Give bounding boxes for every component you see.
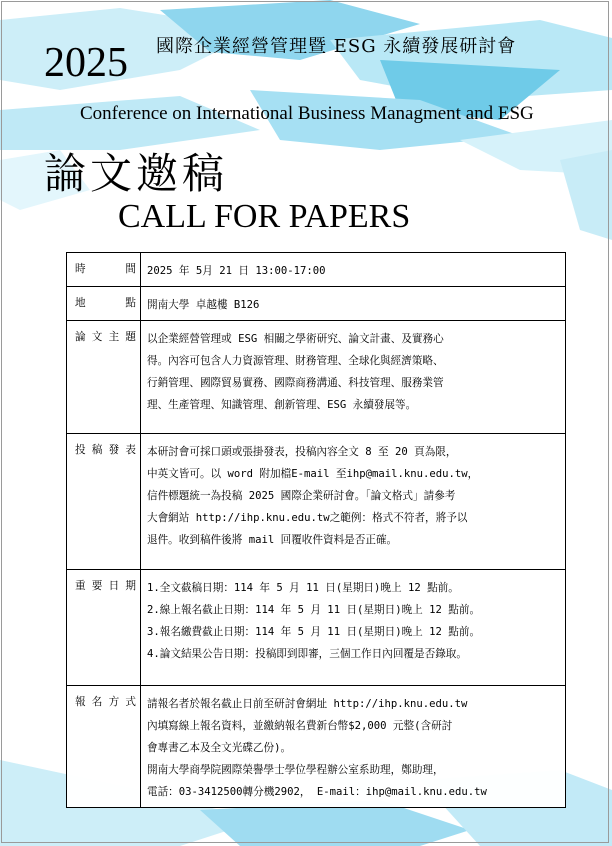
time-value: 2025 年 5月 21 日 13:00-17:00: [147, 265, 326, 277]
date-item: 2.線上報名截止日期：114 年 5 月 11 日(星期日)晚上 12 點前。: [147, 604, 481, 616]
conference-year: 2025: [44, 40, 128, 86]
date-item: 3.報名繳費截止日期：114 年 5 月 11 日(星期日)晚上 12 點前。: [147, 626, 481, 638]
row-topics: [67, 321, 566, 434]
date-item: 1.全文截稿日期：114 年 5 月 11 日(星期日)晚上 12 點前。: [147, 582, 459, 594]
label-submission: 投稿發表: [67, 434, 141, 570]
content-registration: [141, 686, 566, 808]
label-topics: 論文主題: [67, 321, 141, 434]
location-value: 開南大學 卓越樓 B126: [147, 299, 260, 311]
topics-line: 行銷管理、國際貿易實務、國際商務溝通、科技管理、服務業管: [147, 377, 444, 389]
row-important-dates: [67, 570, 566, 686]
conference-title-chinese: 國際企業經營管理暨 ESG 永續發展研討會: [156, 36, 517, 57]
submission-line: 本研討會可採口頭或張掛發表，投稿內容全文 8 至 20 頁為限，: [147, 446, 457, 458]
registration-line: 內填寫線上報名資料，並繳納報名費新台幣$2,000 元整(含研討: [147, 720, 453, 732]
conference-title-english: Conference on International Business Managment and ESG: [80, 103, 534, 124]
label-registration: 報名方式: [67, 686, 141, 808]
submission-line: 退件。收到稿件後將 mail 回覆收件資料是否正確。: [147, 534, 398, 546]
row-submission: [67, 434, 566, 570]
row-time: [67, 253, 566, 287]
call-for-papers-english: CALL FOR PAPERS: [118, 198, 411, 235]
row-registration: [67, 686, 566, 808]
topics-line: 以企業經營管理或 ESG 相關之學術研究、論文計畫、及實務心: [147, 333, 444, 345]
topics-line: 得。內容可包含人力資源管理、財務管理、全球化與經濟策略、: [147, 355, 444, 367]
row-location: [67, 287, 566, 321]
content-location: [141, 287, 566, 321]
date-item: 4.論文結果公告日期：投稿即到即審，三個工作日內回覆是否錄取。: [147, 648, 467, 660]
submission-line: 大會網站 http://ihp.knu.edu.tw之範例：格式不符者，將予以: [147, 512, 468, 524]
registration-line: 電話：03-3412500轉分機2902， E-mail：ihp@mail.knu.edu.tw: [147, 786, 487, 798]
registration-line: 開南大學商學院國際榮譽學士學位學程辦公室系助理，鄭助理，: [147, 764, 444, 776]
content-time: [141, 253, 566, 287]
content-submission: [141, 434, 566, 570]
call-for-papers-chinese: 論文邀稿: [44, 149, 229, 198]
label-location: 地點: [67, 287, 141, 321]
topics-line: 理、生產管理、知識管理、創新管理、ESG 永續發展等。: [147, 399, 417, 411]
conference-info-table: [66, 252, 566, 808]
registration-line: 會專書乙本及全文光碟乙份)。: [147, 742, 292, 754]
registration-line: 請報名者於報名截止日前至研討會網址 http://ihp.knu.edu.tw: [147, 698, 468, 710]
content-topics: [141, 321, 566, 434]
content-important-dates: [141, 570, 566, 686]
submission-line: 信件標題統一為投稿 2025 國際企業研討會。「論文格式」請參考: [147, 490, 456, 502]
label-time: 時間: [67, 253, 141, 287]
submission-line: 中英文皆可。以 word 附加檔E-mail 至ihp@mail.knu.edu.tw，: [147, 468, 479, 480]
label-important-dates: 重要日期: [67, 570, 141, 686]
